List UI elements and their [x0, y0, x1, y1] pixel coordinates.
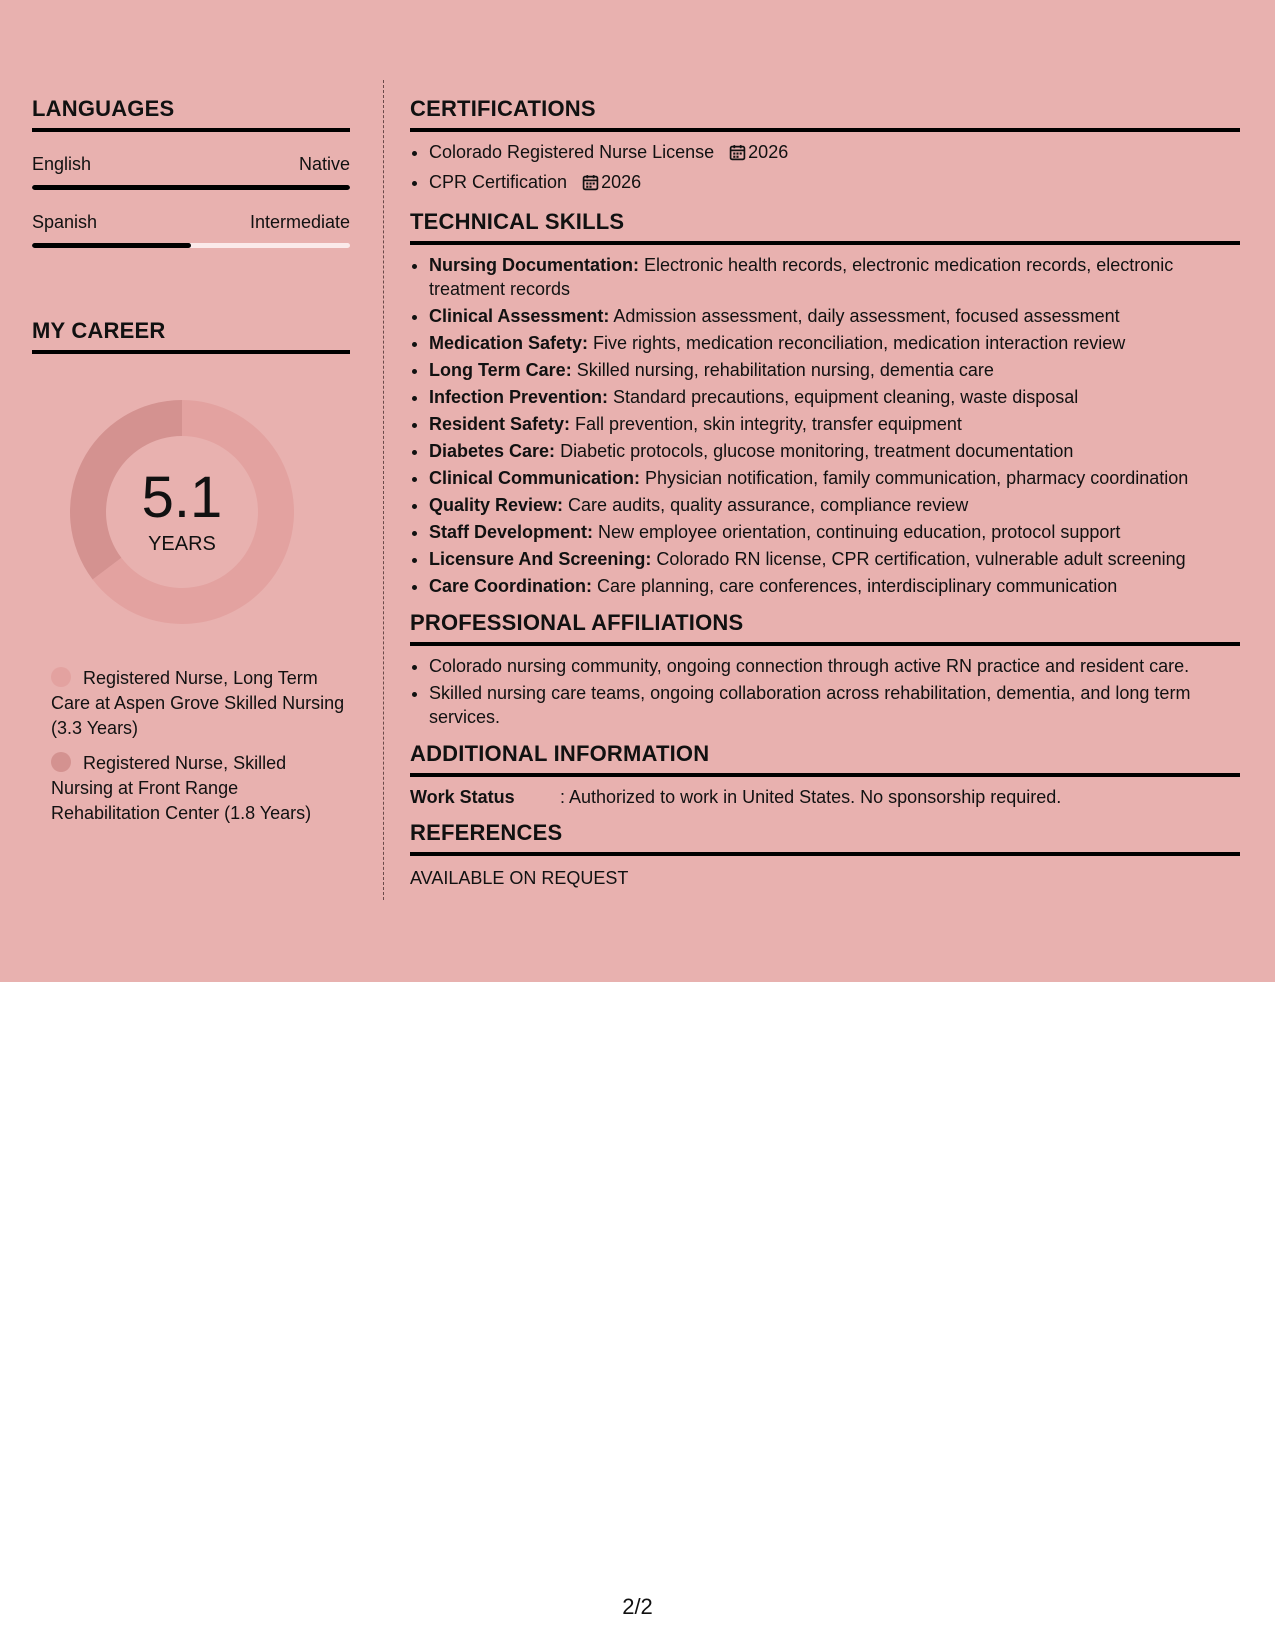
career-legend-label: Registered Nurse, Skilled Nursing at Front Range Rehabilitation Center (1.8 Years): [51, 753, 312, 823]
skill-item: [429, 466, 1240, 490]
skill-item: [429, 412, 1240, 436]
skill-text: Fall prevention, skin integrity, transfer equipment: [570, 414, 962, 434]
skill-label: Long Term Care:: [429, 360, 572, 380]
additional-info-title: ADDITIONAL INFORMATION: [410, 741, 1240, 777]
technical-skills-list: [410, 253, 1240, 598]
skill-item: [429, 385, 1240, 409]
skill-label: Infection Prevention:: [429, 387, 609, 407]
left-column: [32, 80, 350, 836]
skill-text: Colorado RN license, CPR certification, vulnerable adult screening: [651, 549, 1186, 569]
skill-text: Electronic health records, electronic medication records, electronic treatment records: [429, 255, 1174, 299]
legend-dot-icon: [51, 752, 71, 772]
skill-label: Diabetes Care:: [429, 441, 556, 461]
calendar-icon: [729, 143, 746, 167]
skill-item: [429, 331, 1240, 355]
work-status-row: [410, 787, 1240, 808]
skill-label: Care Coordination:: [429, 576, 593, 596]
skill-text: Care planning, care conferences, interdisciplinary communication: [592, 576, 1118, 596]
career-total-unit: YEARS: [148, 532, 216, 555]
certification-year: 2026: [748, 142, 789, 162]
affiliations-list: [410, 654, 1240, 729]
language-name: English: [32, 154, 92, 174]
language-item-spanish: [32, 212, 350, 248]
career-title: MY CAREER: [32, 318, 350, 354]
skill-text: Physician notification, family communication, pharmacy coordination: [640, 468, 1189, 488]
skill-label: Staff Development:: [429, 522, 594, 542]
technical-skills-title: TECHNICAL SKILLS: [410, 209, 1240, 245]
skill-text: Skilled nursing, rehabilitation nursing, dementia care: [571, 360, 994, 380]
certifications-title: CERTIFICATIONS: [410, 96, 1240, 132]
work-status-value: : Authorized to work in United States. No sponsorship required.: [560, 787, 1062, 807]
page-number: 2/2: [622, 1594, 653, 1619]
skill-item: [429, 574, 1240, 598]
career-total-value: 5.1: [141, 464, 223, 530]
language-item-english: [32, 154, 350, 190]
skill-item: [429, 520, 1240, 544]
skill-label: Clinical Assessment:: [429, 306, 610, 326]
skill-item: [429, 493, 1240, 517]
references-text: AVAILABLE ON REQUEST: [410, 868, 629, 888]
certification-item: [429, 140, 1240, 167]
language-level: Native: [298, 154, 350, 174]
skill-item: [429, 358, 1240, 382]
career-donut-chart: [62, 392, 302, 632]
column-divider: [383, 80, 384, 900]
skill-text: Standard precautions, equipment cleaning, waste disposal: [608, 387, 1079, 407]
skill-label: Medication Safety:: [429, 333, 589, 353]
skill-label: Licensure And Screening:: [429, 549, 652, 569]
skill-text: Admission assessment, daily assessment, focused assessment: [609, 306, 1120, 326]
affiliations-title: PROFESSIONAL AFFILIATIONS: [410, 610, 1240, 646]
career-legend-item: [51, 751, 350, 826]
right-column: [410, 80, 1240, 889]
career-legend-label: Registered Nurse, Long Term Care at Aspen Grove Skilled Nursing (3.3 Years): [51, 668, 345, 738]
career-legend-item: [51, 666, 350, 741]
skill-item: [429, 253, 1240, 301]
language-proficiency-bar: [32, 185, 350, 190]
language-proficiency-fill: [32, 243, 191, 248]
language-level: Intermediate: [249, 212, 350, 232]
work-status-label: Work Status: [410, 787, 515, 807]
certification-item: [429, 170, 1240, 197]
language-proficiency-fill: [32, 185, 350, 190]
affiliation-item: • Skilled nursing care teams, ongoing collaboration across rehabilitation, dementia, and long term services.: [429, 681, 1240, 729]
skill-label: Resident Safety:: [429, 414, 571, 434]
certifications-list: [410, 140, 1240, 197]
skill-item: [429, 439, 1240, 463]
certification-name: CPR Certification: [429, 172, 568, 192]
certification-name: Colorado Registered Nurse License: [429, 142, 715, 162]
skill-label: Quality Review:: [429, 495, 564, 515]
skill-text: Five rights, medication reconciliation, medication interaction review: [588, 333, 1126, 353]
skill-text: New employee orientation, continuing education, protocol support: [593, 522, 1121, 542]
career-legend: [51, 666, 350, 826]
skill-text: Diabetic protocols, glucose monitoring, treatment documentation: [555, 441, 1074, 461]
skill-label: Nursing Documentation:: [429, 255, 639, 275]
certification-year: 2026: [601, 172, 642, 192]
skill-label: Clinical Communication:: [429, 468, 641, 488]
affiliation-item: • Colorado nursing community, ongoing connection through active RN practice and resident care.: [429, 654, 1240, 678]
language-proficiency-bar: [32, 243, 350, 248]
references-title: REFERENCES: [410, 820, 1240, 856]
languages-title: LANGUAGES: [32, 96, 350, 132]
skill-item: [429, 304, 1240, 328]
calendar-icon: [582, 173, 599, 197]
legend-dot-icon: [51, 667, 71, 687]
language-name: Spanish: [32, 212, 98, 232]
skill-item: [429, 547, 1240, 571]
skill-text: Care audits, quality assurance, compliance review: [563, 495, 969, 515]
